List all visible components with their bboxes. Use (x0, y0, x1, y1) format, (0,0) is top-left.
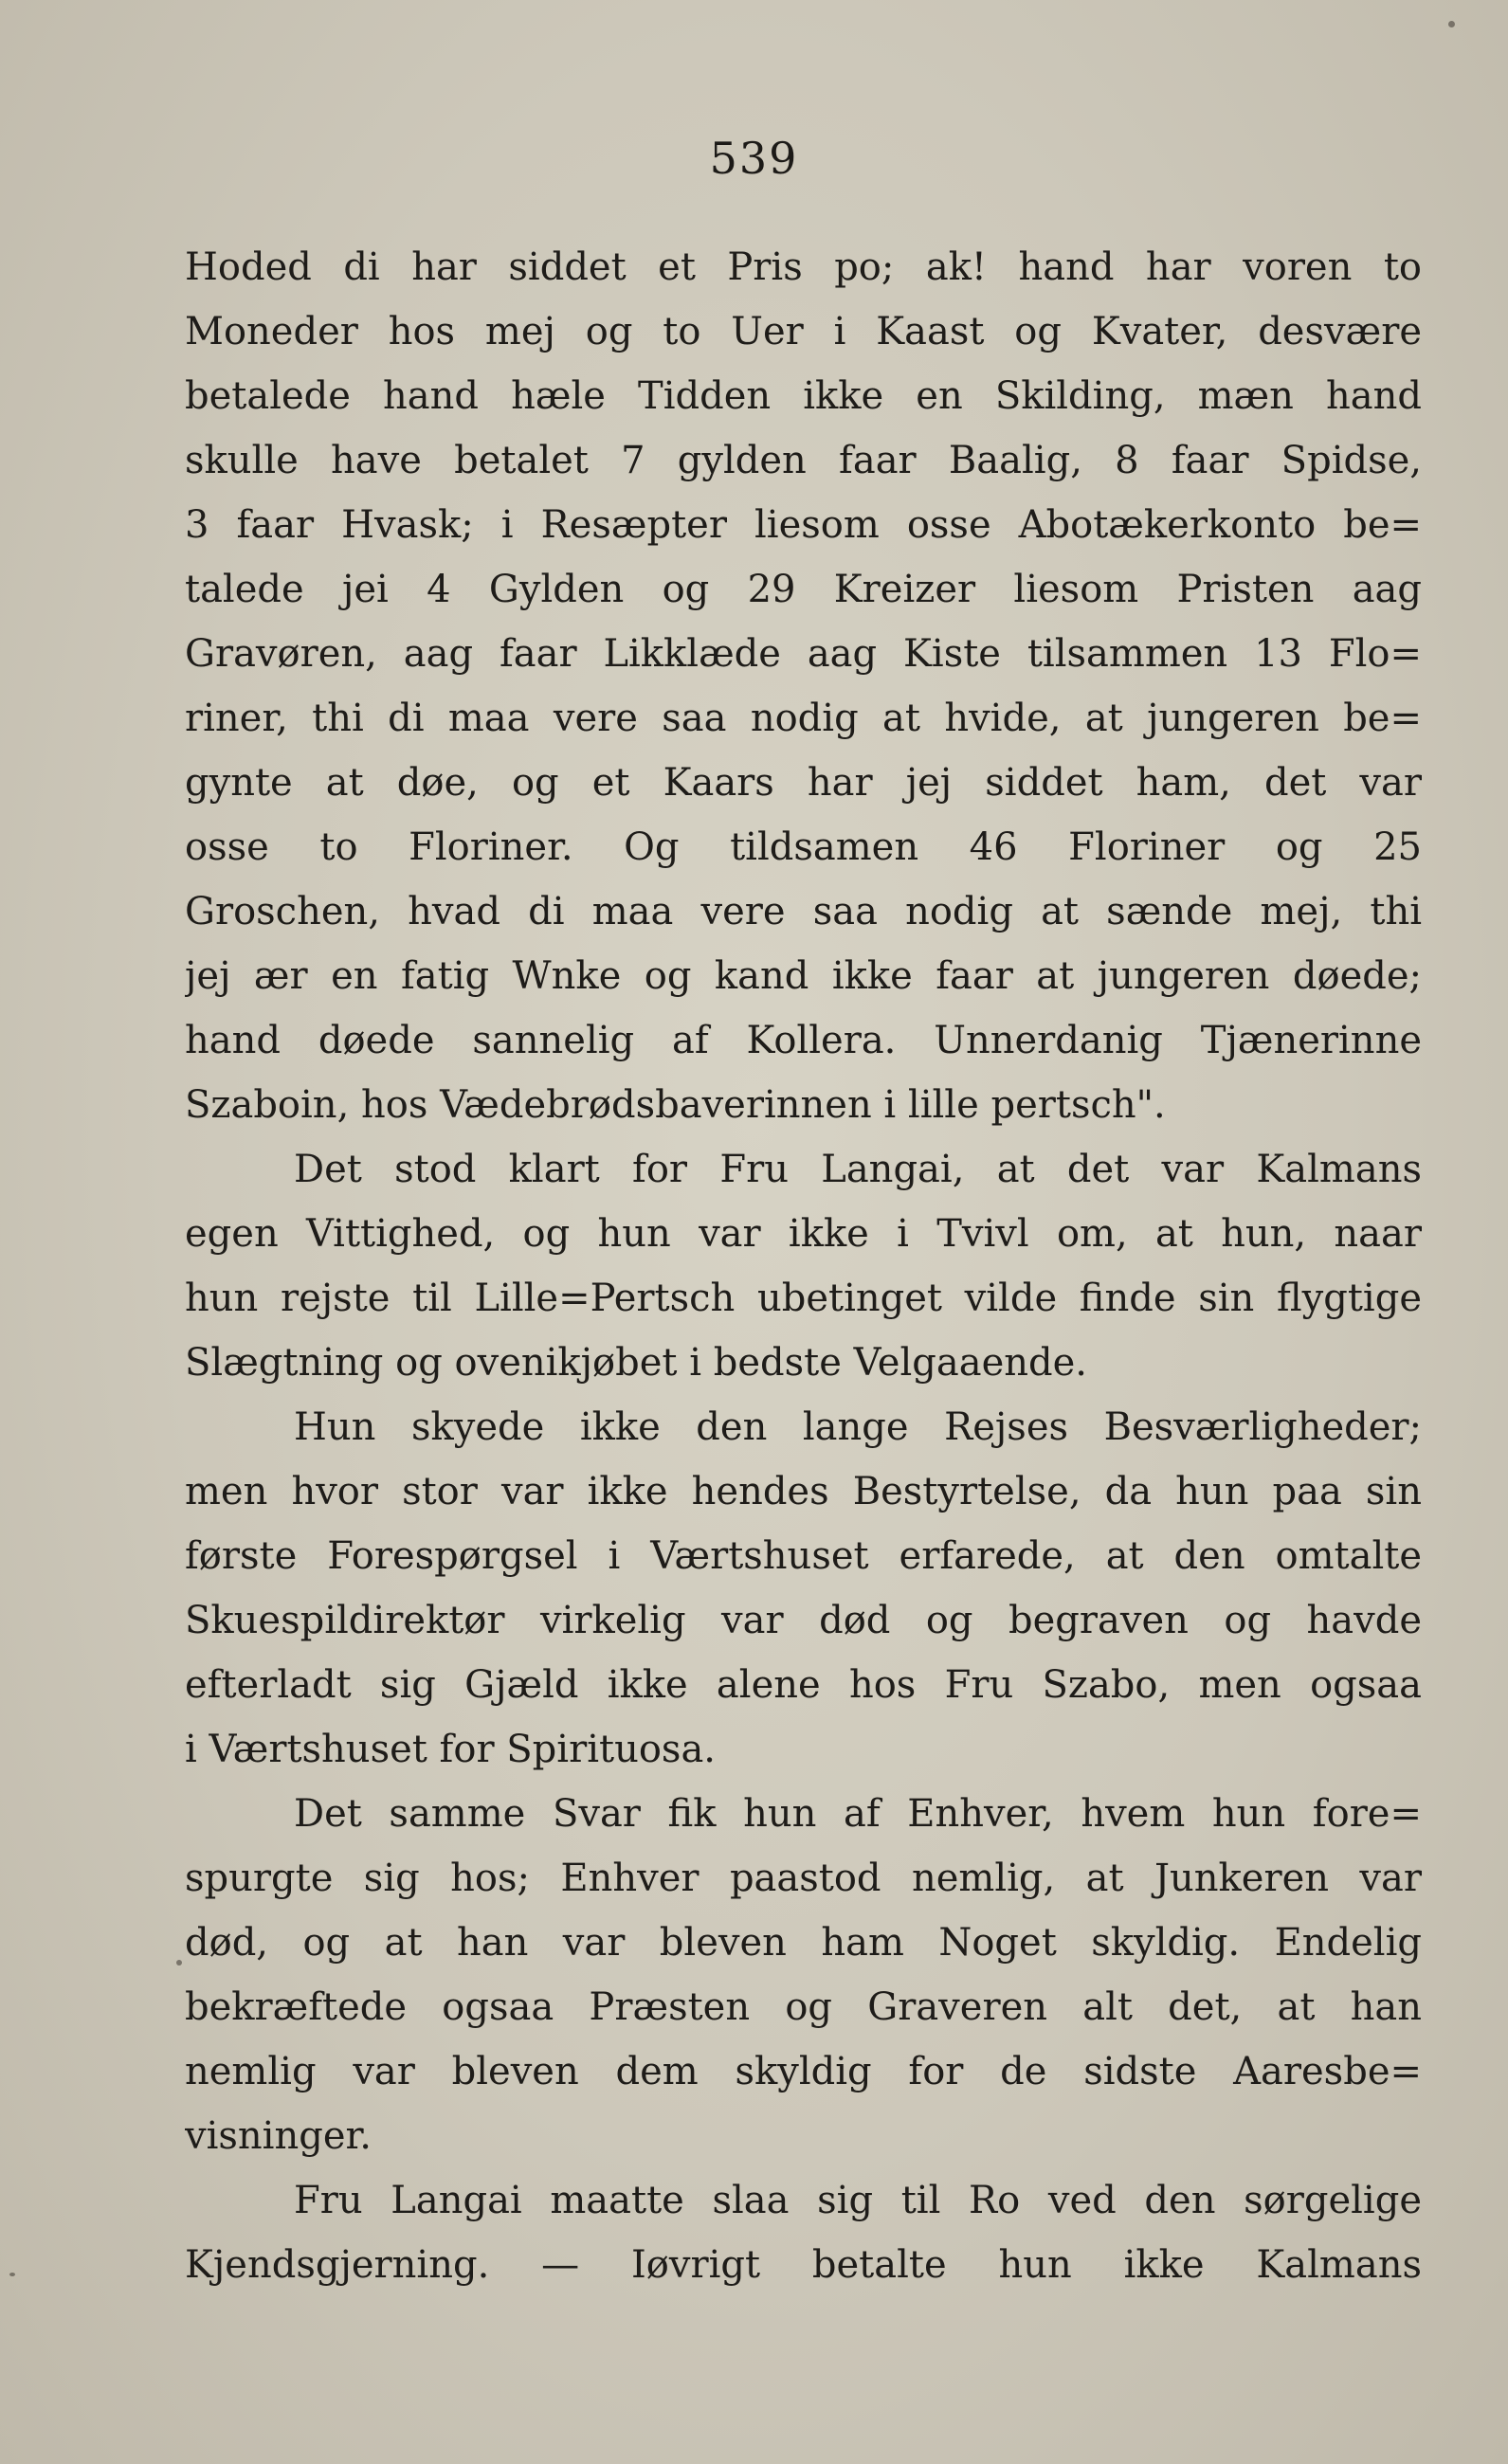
text-line: nemlig var bleven dem skyldig for de sidste Aaresbe= (185, 2050, 1422, 2093)
text-line: betalede hand hæle Tidden ikke en Skilding, mæn hand (185, 374, 1422, 418)
text-line: død, og at han var bleven ham Noget skyldig. Endelig (185, 1921, 1422, 1965)
ink-speck (176, 1960, 182, 1966)
text-line: Szaboin, hos Vædebrødsbaverinnen i lille pertsch". (185, 1083, 1166, 1127)
text-line: hun rejste til Lille=Pertsch ubetinget vilde finde sin flygtige (185, 1277, 1422, 1320)
text-line: Fru Langai maatte slaa sig til Ro ved den sørgelige (294, 2179, 1422, 2222)
text-line: første Forespørgsel i Værtshuset erfarede, at den omtalte (185, 1534, 1422, 1578)
ink-speck (1448, 21, 1455, 27)
text-line: hand døede sannelig af Kollera. Unnerdanig Tjænerinne (185, 1019, 1422, 1062)
text-line: Groschen, hvad di maa vere saa nodig at sænde mej, thi (185, 890, 1422, 933)
ink-speck (9, 2273, 15, 2276)
text-line: osse to Floriner. Og tildsamen 46 Floriner og 25 (185, 825, 1422, 869)
text-line: Det stod klart for Fru Langai, at det var Kalmans (294, 1148, 1422, 1191)
text-line: bekræftede ogsaa Præsten og Graveren alt det, at han (185, 1985, 1422, 2029)
text-line: jej ær en fatig Wnke og kand ikke faar at jungeren døede; (185, 954, 1422, 998)
text-line: egen Vittighed, og hun var ikke i Tvivl om, at hun, naar (185, 1212, 1422, 1256)
text-line: Gravøren, aag faar Likklæde aag Kiste tilsammen 13 Flo= (185, 632, 1422, 676)
text-line: skulle have betalet 7 gylden faar Baalig, 8 faar Spidse, (185, 439, 1422, 482)
text-line: Skuespildirektør virkelig var død og begraven og havde (185, 1599, 1422, 1642)
text-line: Slægtning og ovenikjøbet i bedste Velgaaende. (185, 1341, 1087, 1385)
text-line: gynte at døe, og et Kaars har jej siddet ham, det var (185, 761, 1422, 805)
text-line: i Værtshuset for Spirituosa. (185, 1728, 716, 1771)
text-line: visninger. (185, 2114, 372, 2158)
text-line: 3 faar Hvask; i Resæpter liesom osse Abotækerkonto be= (185, 503, 1422, 547)
body-text (185, 235, 1422, 2297)
text-line: Hoded di har siddet et Pris po; ak! hand har voren to (185, 245, 1422, 289)
text-line: spurgte sig hos; Enhver paastod nemlig, at Junkeren var (185, 1857, 1422, 1900)
text-line: Det samme Svar fik hun af Enhver, hvem hun fore= (294, 1792, 1422, 1836)
page-number: 539 (709, 133, 799, 184)
text-line: efterladt sig Gjæld ikke alene hos Fru Szabo, men ogsaa (185, 1663, 1422, 1707)
text-line: Hun skyede ikke den lange Rejses Besværligheder; (294, 1405, 1422, 1449)
text-line: riner, thi di maa vere saa nodig at hvide, at jungeren be= (185, 697, 1422, 740)
text-line: Moneder hos mej og to Uer i Kaast og Kvater, desvære (185, 310, 1422, 353)
text-line: talede jei 4 Gylden og 29 Kreizer liesom Pristen aag (185, 568, 1422, 611)
text-line: men hvor stor var ikke hendes Bestyrtelse, da hun paa sin (185, 1470, 1422, 1513)
text-line: Kjendsgjerning. — Iøvrigt betalte hun ikke Kalmans (185, 2243, 1422, 2287)
